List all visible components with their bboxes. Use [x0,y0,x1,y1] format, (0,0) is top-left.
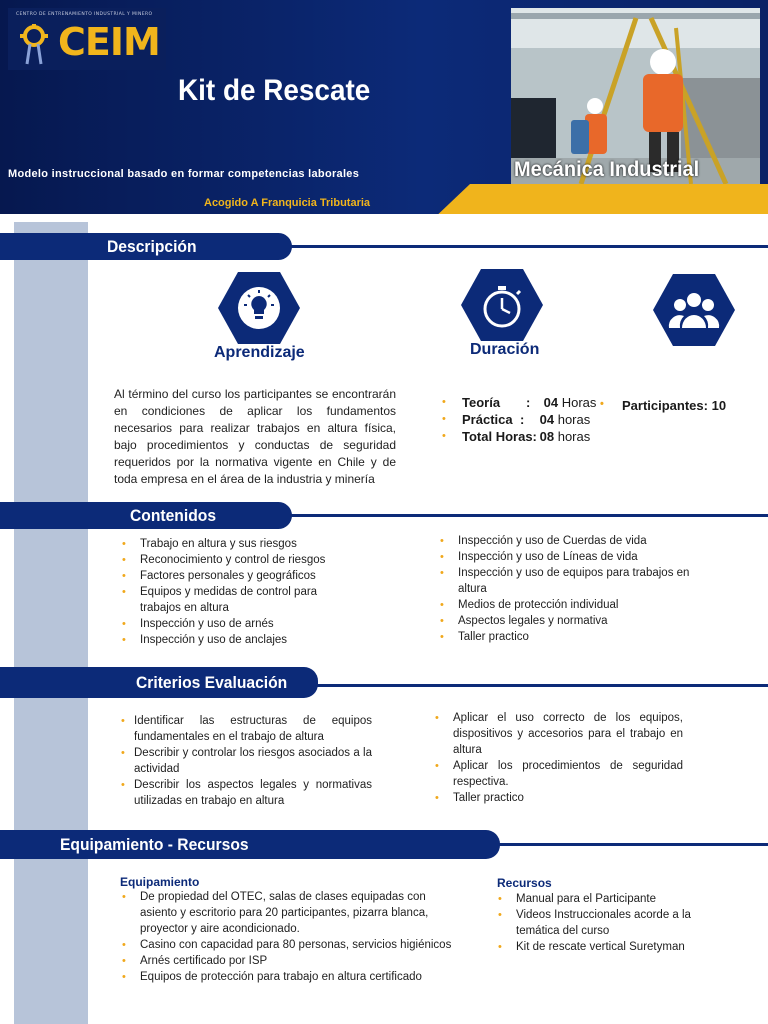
duration-unit: Horas [561,395,597,410]
header-banner [0,0,768,222]
list-item: • Reconocimiento y control de riesgos [118,552,348,568]
list-item: • Inspección y uso de arnés [118,616,348,632]
list-item: • De propiedad del OTEC, salas de clases equipadas con asiento y escritorio para 20 participantes, pizarra blanca, proyector y aire acondicionado. [118,889,458,937]
duration-sep: : [526,395,531,410]
duration-key: Total Horas: [462,429,537,444]
duration-key: Práctica [462,412,513,427]
list-item: • Videos Instruccionales acorde a la temática del curso [494,907,734,939]
section-title-descripcion: Descripción [107,237,197,256]
stopwatch-icon [461,269,543,341]
duration-unit: horas [557,429,591,444]
list-item: • Equipos y medidas de control para trabajos en altura [118,584,348,616]
list-item: • Manual para el Participante [494,891,734,907]
list-item: • Trabajo en altura y sus riesgos [118,536,348,552]
description-text: Al término del curso los participantes se encontrarán en condiciones de aplicar los fundamentos necesarios para realizar trabajos en altura física, bajo procedimientos y conductas de seguridad requeridos por la normativa vigente en Chile y de toda empresa en el área de la industria y minería [114,387,396,486]
duration-num: 04 [539,412,555,427]
list-item: • Aspectos legales y normativa [436,613,716,629]
duration-unit: horas [557,412,591,427]
aprendizaje-label: Aprendizaje [214,344,305,361]
section-header-descripcion [0,233,292,260]
list-item: • Casino con capacidad para 80 personas, servicios higiénicos [118,937,458,953]
list-item: • Inspección y uso de equipos para trabajos en altura [436,565,716,597]
contenidos-right-list [436,533,716,645]
list-item: • Equipos de protección para trabajo en altura certificado [118,969,458,985]
group-icon [653,274,735,346]
list-item: • Inspección y uso de Cuerdas de vida [436,533,716,549]
logo-text: CEIM [58,20,160,64]
equipamiento-heading: Equipamiento [120,875,200,889]
duration-num: 08 [539,429,555,444]
contenidos-left-list [118,536,348,648]
duracion-label: Duración [470,341,540,358]
criterios-right-list [431,710,683,806]
lightbulb-icon [218,272,300,344]
duration-item [440,394,596,411]
list-item: • Aplicar los procedimientos de seguridad respectiva. [431,758,683,790]
section-header-contenidos [0,502,292,529]
subtitle: Modelo instruccional basado en formar competencias laborales [8,168,360,180]
photo-caption: Mecánica Industrial [514,158,700,181]
recursos-list [494,891,734,955]
left-decorative-bar [14,222,88,1024]
participants-text: Participantes: 10 [622,398,727,413]
franquicia-label: Acogido A Franquicia Tributaria [204,197,371,209]
header-divider [0,214,768,222]
list-item: • Describir los aspectos legales y normativas utilizadas en trabajo en altura [120,777,372,809]
section-header-criterios [0,667,318,698]
list-item: • Factores personales y geográficos [118,568,348,584]
list-item: • Arnés certificado por ISP [118,953,458,969]
list-item: • Taller practico [431,790,683,806]
equipamiento-list [118,889,458,985]
duration-item [440,428,596,445]
list-item: • Kit de rescate vertical Suretyman [494,939,734,955]
recursos-heading: Recursos [497,876,552,890]
list-item: • Medios de protección individual [436,597,716,613]
list-item: • Inspección y uso de anclajes [118,632,348,648]
section-header-equipamiento [0,830,500,859]
criterios-left-list [120,713,372,809]
page-title: Kit de Rescate [178,74,371,107]
section-title-criterios: Criterios Evaluación [136,673,288,692]
list-item: • Identificar las estructuras de equipos fundamentales en el trabajo de altura [120,713,372,745]
ceim-logo [8,8,166,70]
duration-item [440,411,596,428]
participants [602,398,726,413]
section-title-equipamiento: Equipamiento - Recursos [60,835,249,854]
list-item: • Describir y controlar los riesgos asociados a la actividad [120,745,372,777]
list-item: • Aplicar el uso correcto de los equipos, dispositivos y accesorios para el trabajo en altura [431,710,683,758]
duration-sep: : [520,412,525,427]
duration-list [440,394,596,445]
section-title-contenidos: Contenidos [130,506,217,525]
logo-mark-icon [14,22,54,66]
logo-small-text: CENTRO DE ENTRENAMIENTO INDUSTRIAL Y MINERO [16,12,153,17]
list-item: • Taller practico [436,629,716,645]
duration-key: Teoría [462,395,501,410]
list-item: • Inspección y uso de Líneas de vida [436,549,716,565]
duration-num: 04 [543,395,559,410]
